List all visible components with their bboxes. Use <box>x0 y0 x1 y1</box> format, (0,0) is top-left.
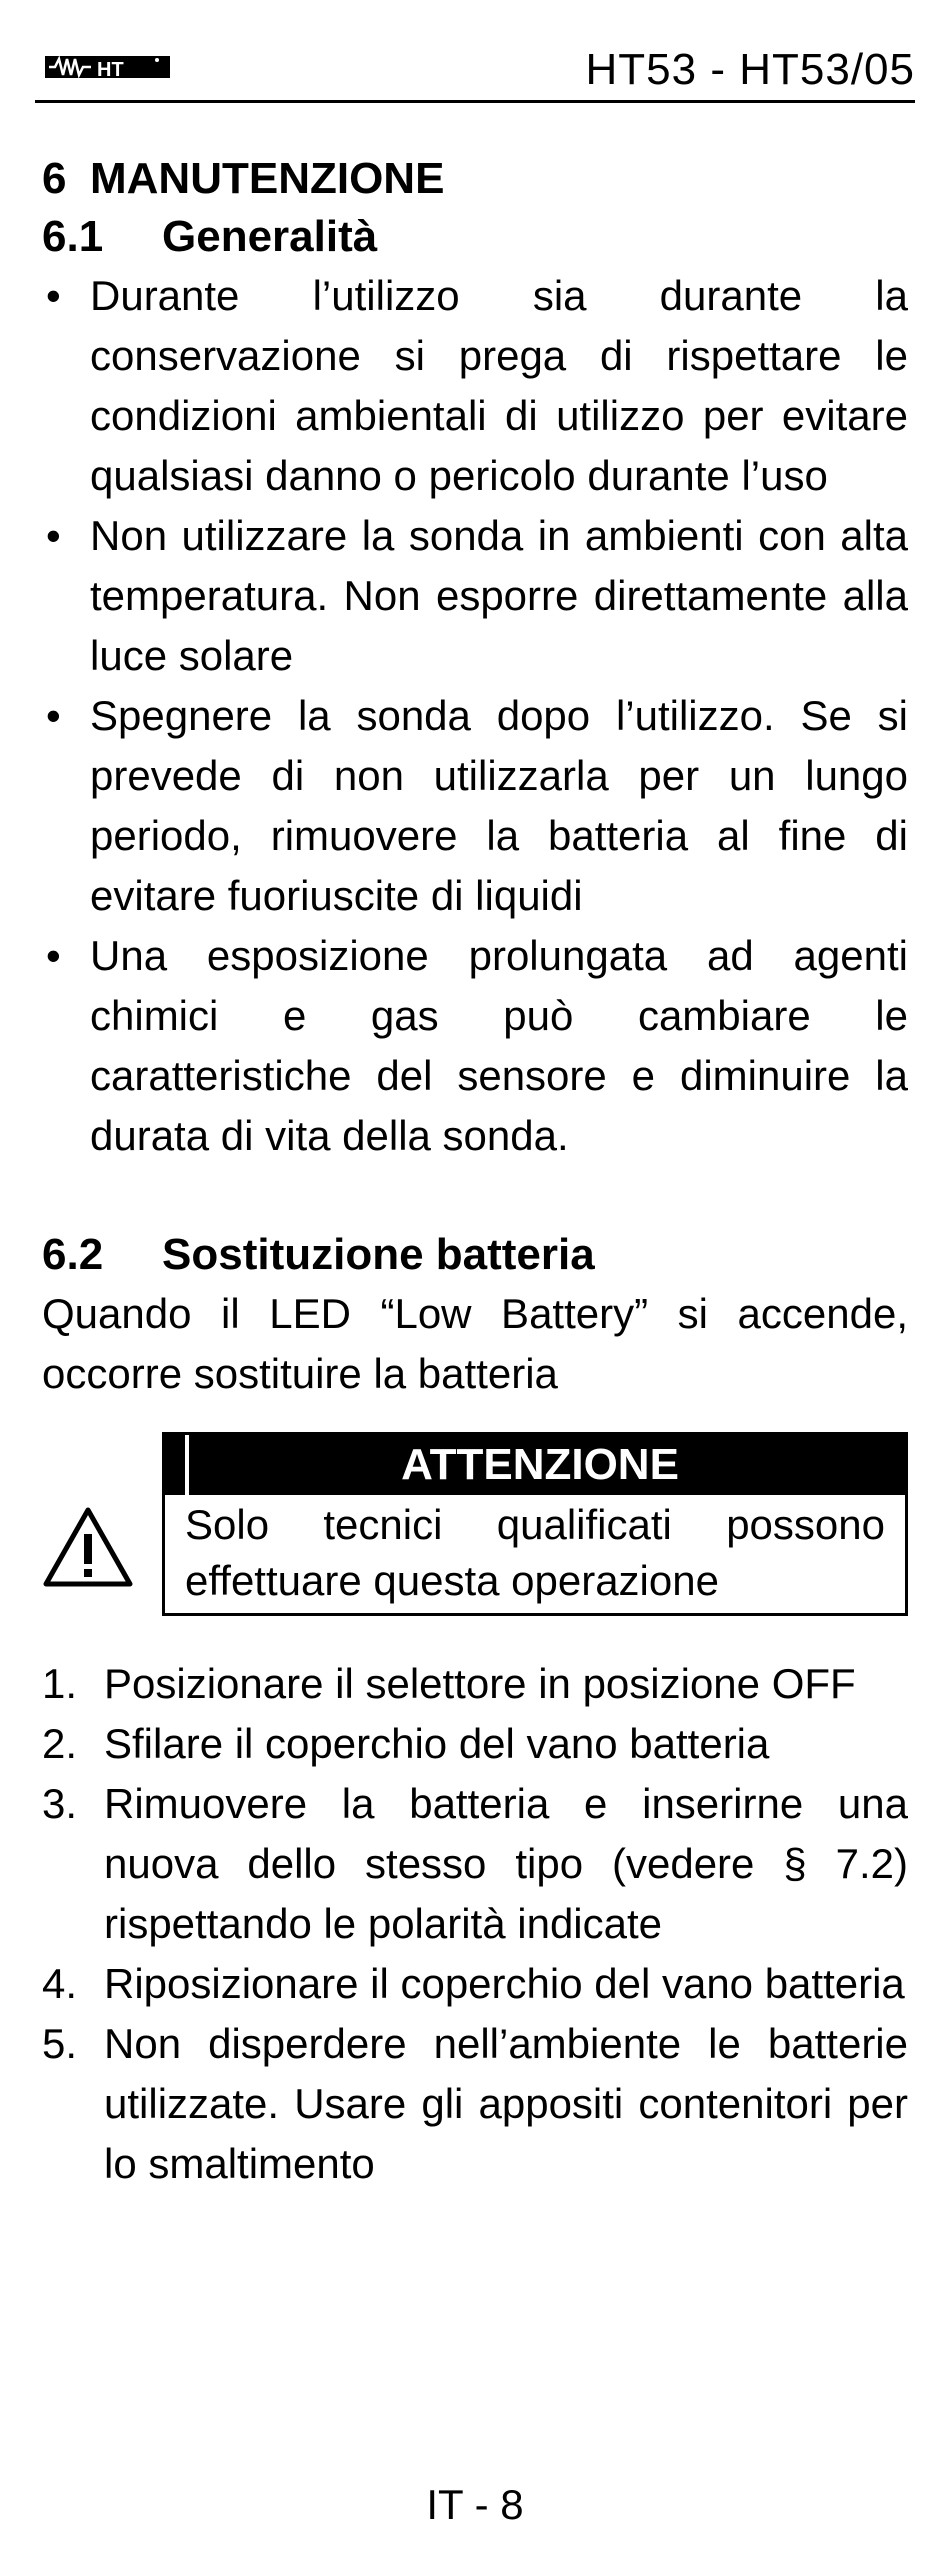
bullet-item: • Spegnere la sonda dopo l’utilizzo. Se si prevede di non utilizzarla per un lungo periodo, rimuovere la batteria al fine di evitare fuoriuscite di liquidi <box>42 686 908 926</box>
warning-text: Solo tecnici qualificati possono effettuare questa operazione <box>185 1501 885 1604</box>
page-footer <box>0 2480 950 2530</box>
section-6-number: 6 <box>42 154 67 203</box>
step-number: 3. <box>42 1780 78 1827</box>
page-content <box>42 150 908 2194</box>
general-bullet-list <box>42 266 908 1166</box>
bullet-dot-icon: • <box>46 272 61 319</box>
bullet-dot-icon: • <box>46 692 61 739</box>
warning-box <box>162 1432 908 1616</box>
section-6-2-number: 6.2 <box>42 1230 104 1279</box>
step-text: Posizionare il selettore in posizione OFF <box>104 1660 856 1707</box>
section-6-title: MANUTENZIONE <box>90 154 445 203</box>
battery-intro: Quando il LED “Low Battery” si accende, occorre sostituire la batteria <box>42 1290 908 1397</box>
section-6-2-heading <box>42 1226 908 1284</box>
step-text: Riposizionare il coperchio del vano batteria <box>104 1960 905 2007</box>
section-6-2-title: Sostituzione batteria <box>162 1230 595 1279</box>
step-number: 1. <box>42 1660 78 1707</box>
step-item <box>42 1774 908 1954</box>
step-text: Non disperdere nell’ambiente le batterie utilizzate. Usare gli appositi contenitori per lo smaltimento <box>104 2020 908 2187</box>
bullet-item: • Una esposizione prolungata ad agenti chimici e gas può cambiare le caratteristiche del sensore e diminuire la durata di vita della sonda. <box>42 926 908 1166</box>
section-6-1-heading <box>42 208 908 266</box>
section-6-1-number: 6.1 <box>42 212 104 261</box>
bullet-dot-icon: • <box>46 932 61 979</box>
svg-text:HT: HT <box>97 59 124 81</box>
step-item <box>42 1954 908 2014</box>
page-number: IT - 8 <box>426 2481 524 2528</box>
bullet-item: • Non utilizzare la sonda in ambienti con alta temperatura. Non esporre direttamente alla luce solare <box>42 506 908 686</box>
warning-triangle-icon <box>42 1506 134 1588</box>
step-number: 4. <box>42 1960 78 2007</box>
step-number: 5. <box>42 2020 78 2067</box>
warning-block <box>42 1424 908 1604</box>
model-name: HT53 - HT53/05 <box>585 45 915 94</box>
battery-steps-list <box>42 1654 908 2194</box>
warning-title: ATTENZIONE <box>165 1435 905 1495</box>
section-6-1-title: Generalità <box>162 212 378 261</box>
step-item <box>42 2014 908 2194</box>
step-number: 2. <box>42 1720 78 1767</box>
step-text: Sfilare il coperchio del vano batteria <box>104 1720 770 1767</box>
step-item <box>42 1714 908 1774</box>
step-item <box>42 1654 908 1714</box>
bullet-dot-icon: • <box>46 512 61 559</box>
ht-logo <box>45 50 170 84</box>
page-header <box>35 40 915 103</box>
bullet-item: • Durante l’utilizzo sia durante la conservazione si prega di rispettare le condizioni ambientali di utilizzo per evitare qualsiasi danno o pericolo durante l’uso <box>42 266 908 506</box>
step-text: Rimuovere la batteria e inserirne una nuova dello stesso tipo (vedere § 7.2) rispettando le polarità indicate <box>104 1780 908 1947</box>
section-6-heading <box>42 150 908 208</box>
